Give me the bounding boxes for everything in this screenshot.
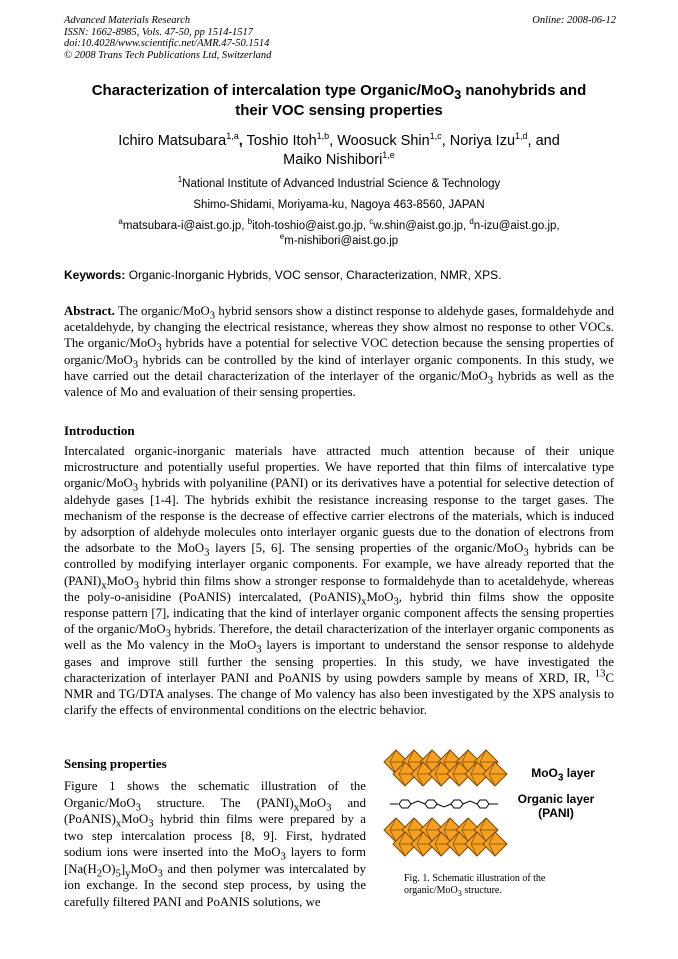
paper-title: Characterization of intercalation type Organic/MoO$_3$ nanohybrids and their VOC sensing properties xyxy=(91,82,587,119)
organic-layer-label: Organic layer (PANI) xyxy=(517,792,595,820)
affiliation-institute: $^1$National Institute of Advanced Industrial Science & Technology xyxy=(177,175,501,190)
issn: ISSN: 1662-8985, Vols. 47-50, pp 1514-1517 xyxy=(64,26,253,38)
keywords: Keywords: Organic-Inorganic Hybrids, VOC sensor, Characterization, NMR, XPS. xyxy=(64,268,502,282)
author-list: Ichiro Matsubara$^{1,a}$, Toshio Itoh$^{1,b}$, Woosuck Shin$^{1,c}$, Noriya Izu$^{1,d}$, and Maiko Nishibori$^{1,e}$ xyxy=(118,131,560,168)
moo3-layer-top xyxy=(384,750,507,786)
sensing-text: Figure 1 shows the schematic illustration of the Organic/MoO$_3$ structure. The $(PANI)_xMoO_3$ and $(PoANIS)_xMoO_3$ hybrid thin films were prepared by a two step intercalation process [8, 9]. First, hydrated sodium ions were inserted into the MoO$_3$ layers to form $[Na(H_2O)_5]_yMoO_3$ and then polymer was intercalated by ion exchange. In the second step process, by using the carefully filtered PANI and PoANIS solutions, we xyxy=(64,779,366,909)
author-emails: $^a$matsubara-i@aist.go.jp, $^b$itoh-toshio@aist.go.jp, $^c$w.shin@aist.go.jp, $^d$n-izu@aist.go.jp, $^e$m-nishibori@aist.go.jp xyxy=(118,217,560,247)
doi: doi:10.4028/www.scientific.net/AMR.47-50.1514 xyxy=(64,38,270,49)
journal-name: Advanced Materials Research xyxy=(64,15,191,26)
structure-illustration xyxy=(380,748,510,870)
journal-header xyxy=(64,15,271,61)
moo3-layer-bottom xyxy=(384,818,507,856)
figure-1-caption: Fig. 1. Schematic illustration of the organic/MoO$_3$ structure. xyxy=(404,873,546,898)
online-date: Online: 2008-06-12 xyxy=(532,15,616,26)
moo3-layer-label: MoO$_3$ layer xyxy=(531,766,595,784)
affiliation-address: Shimo-Shidami, Moriyama-ku, Nagoya 463-8560, JAPAN xyxy=(193,199,485,211)
introduction-heading: Introduction xyxy=(64,423,135,438)
sensing-heading: Sensing properties xyxy=(64,756,167,771)
organic-layer-pani xyxy=(390,800,498,808)
figure-1 xyxy=(380,748,620,878)
abstract: Abstract. The organic/MoO$_3$ hybrid sensors show a distinct response to aldehyde gases, formaldehyde and acetaldehyde, by changing the electrical resistance, whereas they show almost no response to other VOCs. The organic/MoO$_3$ hybrids have a potential for selective VOC detection because the sensing properties of organic/MoO$_3$ hybrids can be controlled by the kind of interlayer organic components. In this study, we have carried out the detail characterization of the interlayer of the organic/MoO$_3$ hybrids as well as the valence of Mo and evaluation of their sensing properties. xyxy=(64,304,614,400)
copyright: © 2008 Trans Tech Publications Ltd, Switzerland xyxy=(64,49,272,61)
introduction-text: Intercalated organic-inorganic materials have attracted much attention because of their unique microstructure and potentially useful properties. We have reported that thin films of intercalative type organic/MoO$_3$ hybrids with polyaniline (PANI) or its derivatives have a potential for selective detection of aldehyde gases [1-4]. The hybrids exhibit the resistance increasing response to the target gases. The mechanism of the response is the decrease of effective carrier electrons of the materials, which is induced by adsorption of aldehyde molecules onto interlayer organic guests due to the donation of electrons from the adsorbate to the MoO$_3$ layers [5, 6]. The sensing properties of the organic/MoO$_3$ hybrids can be controlled by modifying interlayer organic components. For example, we have already reported that the $(PANI)_xMoO_3$ hybrid thin films show a stronger response to formaldehyde than to acetaldehyde, whereas the poly-o-anisidine (PoANIS) intercalated, $(PoANIS)_xMoO_3$, hybrid thin films show the opposite response pattern [7], indicating that the kind of interlayer organic component affects the sensing properties of the organic/MoO$_3$ hybrids. Therefore, the detail characterization of the interlayer organic components as well as the Mo valency in the MoO$_3$ layers is important to understand the sensor response to aldehyde gases and improve still further the sensing properties. In this study, we have investigated the characterization of interlayer PANI and PoANIS by using powders sample by means of XRD, IR, $^{13}$C NMR and TG/DTA analyses. The change of Mo valency has also been investigated by the XPS analysis to clarify the effects of environmental conditions on the electric behavior. xyxy=(64,444,615,718)
